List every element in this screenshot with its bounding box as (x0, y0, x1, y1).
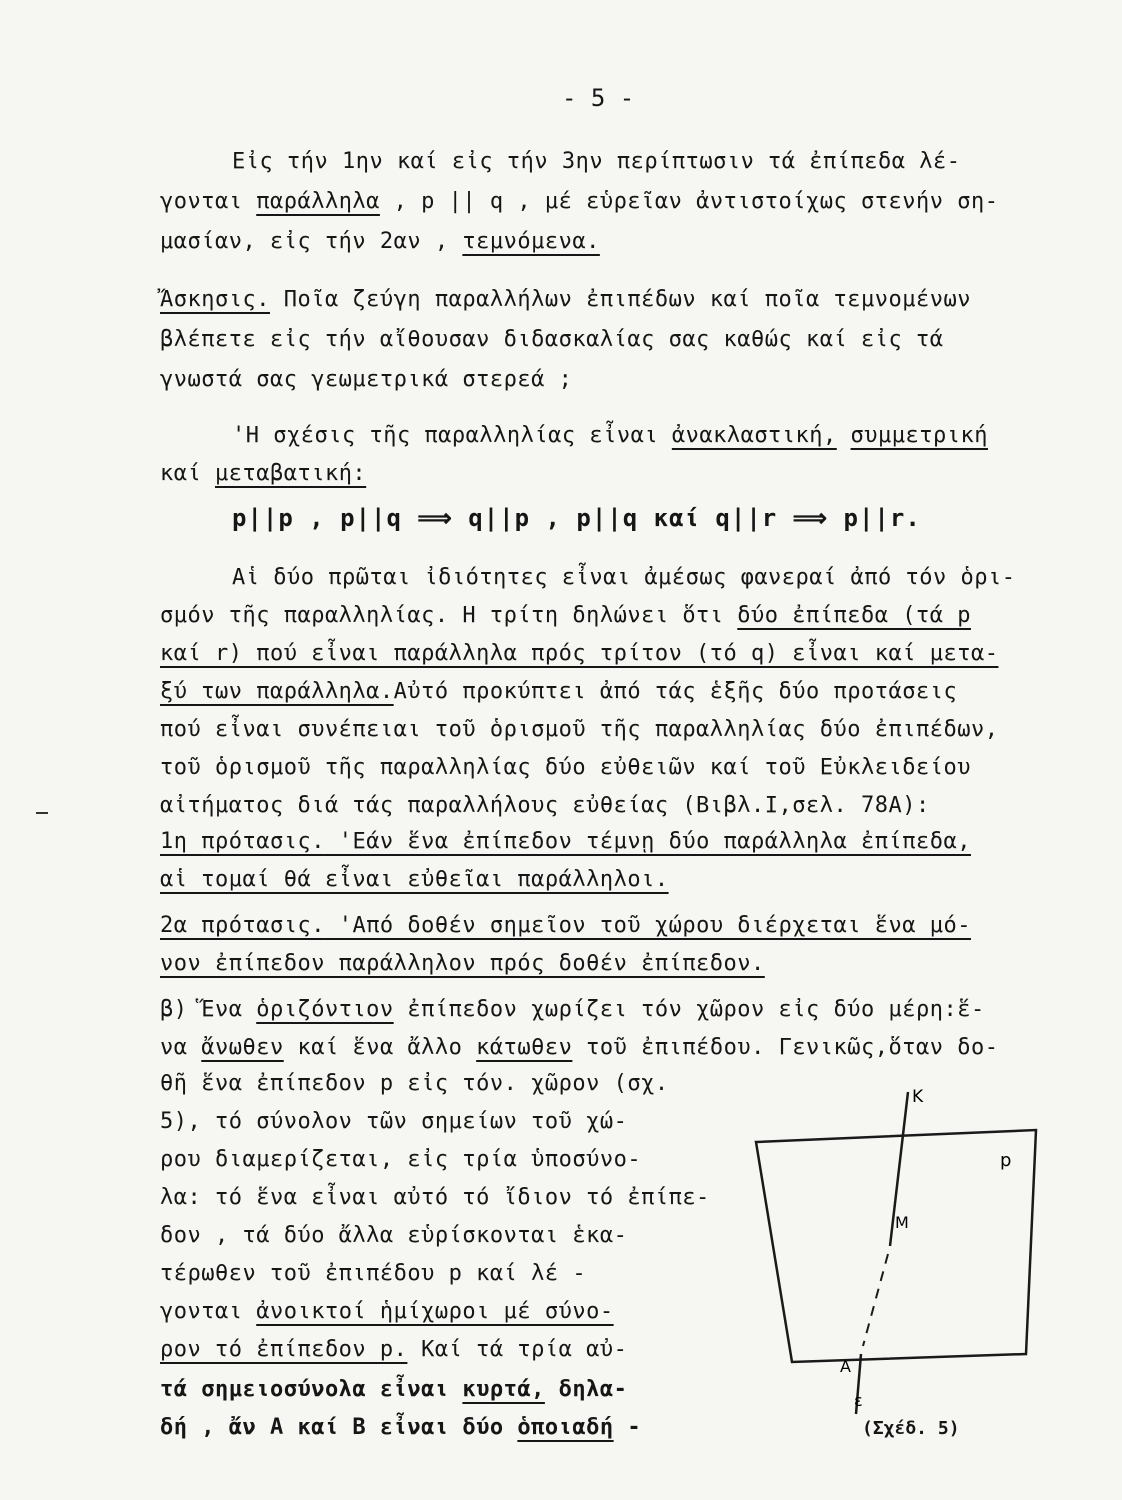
beta-text: να (160, 1035, 202, 1060)
beta-text: τά σημειοσύνολα εἶναι (160, 1377, 463, 1402)
beta-text: γονται (160, 1299, 257, 1324)
term-convex: κυρτά, (462, 1377, 545, 1402)
beta-line-10 (160, 1334, 627, 1366)
label-m: M (895, 1213, 909, 1232)
term-horizontal: ὁριζόντιον (256, 997, 394, 1022)
margin-mark (36, 812, 48, 814)
beta-text: καί ἕνα ἄλλο (283, 1035, 477, 1060)
exercise-line-3: γνωστά σας γεωμετρικά στερεά ; (160, 367, 573, 392)
beta-line-4: 5), τό σύνολον τῶν σημείων τοῦ χώ- (160, 1109, 628, 1134)
p3-text: Αὐτό προκύπτει ἀπό τάς ἑξῆς δύο προτάσεις (393, 679, 958, 704)
p2-line-1 (232, 420, 988, 452)
p3-line-3: καί r) πού εἶναι παράλληλα πρός τρίτον (τό q) εἶναι καί μετα- (160, 641, 999, 666)
p2-line-2 (160, 458, 366, 490)
term-reflexive: ἀνακλαστική, (671, 423, 837, 448)
label-k: K (912, 1087, 924, 1107)
line-epsilon-hidden (863, 1254, 888, 1346)
p2-text (837, 423, 851, 448)
term-above: ἄνωθεν (201, 1035, 284, 1060)
beta-line-2 (160, 1032, 999, 1064)
plane-p-outline (756, 1130, 1036, 1362)
p3-underlined: ξύ των παράλληλα. (160, 679, 394, 704)
p3-underlined: δύο ἐπίπεδα (τά p (737, 603, 971, 628)
term-parallel: παράλληλα (256, 189, 380, 214)
beta-text: Καί τά τρία αὐ- (407, 1337, 628, 1362)
figure-5-diagram (740, 1080, 1040, 1410)
term-symmetric: συμμετρική (850, 423, 988, 448)
prop1-line-1 (160, 826, 971, 858)
p1-line-2 (160, 186, 998, 218)
figure-caption: (Σχέδ. 5) (862, 1418, 960, 1439)
p2-text: 'Η σχέσις τῆς παραλληλίας εἶναι (232, 423, 672, 448)
term-boundary-plane: ρον τό ἐπίπεδον p. (160, 1337, 408, 1362)
parallel-formula: p||p , p||q ⟹ q||p , p||q καί q||r ⟹ p||r. (232, 504, 921, 532)
p3-line-4 (160, 676, 957, 708)
beta-text: β) Ἕνα (160, 997, 257, 1022)
beta-text: δηλα- (544, 1377, 628, 1402)
term-open-halfspaces: ἀνοικτοί ἡμίχωροι μέ σύνο- (256, 1299, 614, 1324)
prop1-label: 1η πρότασις. (160, 829, 325, 854)
term-below: κάτωθεν (476, 1035, 573, 1060)
beta-line-8: τέρωθεν τοῦ ἐπιπέδου p καί λέ - (160, 1261, 587, 1286)
beta-line-5: ρου διαμερίζεται, εἰς τρία ὑποσύνο- (160, 1147, 642, 1172)
prop1-line-2: αἱ τομαί θά εἶναι εὐθεῖαι παράλληλοι. (160, 867, 669, 892)
beta-line-12 (160, 1412, 641, 1444)
beta-line-7: δον , τά δύο ἄλλα εὑρίσκονται ἑκα- (160, 1223, 628, 1248)
beta-line-11 (160, 1374, 627, 1406)
term-arbitrary: ὁποιαδή (517, 1415, 614, 1440)
beta-text: δή , ἄν Α καί Β εἶναι δύο (160, 1415, 518, 1440)
p3-text: σμόν τῆς παραλληλίας. Η τρίτη δηλώνει ὅτι (160, 603, 738, 628)
label-p: p (1000, 1150, 1012, 1171)
label-a: A (840, 1357, 851, 1376)
p1-text: μασίαν, εἰς τήν 2αν , (160, 229, 463, 254)
p3-line-5: πού εἶναι συνέπειαι τοῦ ὁρισμοῦ τῆς παραλληλίας δύο ἐπιπέδων, (160, 717, 999, 742)
p1-text: γονται (160, 189, 257, 214)
beta-line-6: λα: τό ἕνα εἶναι αὐτό τό ἴδιον τό ἐπίπε- (160, 1185, 710, 1210)
beta-line-3: θῆ ἕνα ἐπίπεδον p εἰς τόν. χῶρον (σχ. (160, 1071, 669, 1096)
p1-text: , p || q , μέ εὑρεῖαν ἀντιστοίχως στενήν ση- (379, 189, 999, 214)
term-intersecting: τεμνόμενα. (462, 229, 600, 254)
prop2-line-2: νον ἐπίπεδον παράλληλον πρός δοθέν ἐπίπεδον. (160, 951, 765, 976)
p3-line-1: Αἱ δύο πρῶται ἰδιότητες εἶναι ἀμέσως φανεραί ἀπό τόν ὁρι- (232, 565, 1016, 590)
p3-line-6: τοῦ ὁρισμοῦ τῆς παραλληλίας δύο εὐθειῶν καί τοῦ Εὐκλειδείου (160, 755, 971, 780)
prop1-text: 'Εάν ἕνα ἐπίπεδον τέμνῃ δύο παράλληλα ἐπίπεδα, (324, 829, 971, 854)
exercise-text: Ποῖα ζεύγη παραλλήλων ἐπιπέδων καί ποῖα τεμνομένων (269, 287, 971, 312)
prop2-text: 'Από δοθέν σημεῖον τοῦ χώρου διέρχεται ἕνα μό- (324, 913, 971, 938)
prop2-line-1 (160, 910, 971, 942)
p2-text: καί (160, 461, 215, 486)
beta-text: ἐπίπεδον χωρίζει τόν χῶρον εἰς δύο μέρη:ἕ- (393, 997, 985, 1022)
p3-line-2 (160, 600, 971, 632)
beta-line-9 (160, 1296, 614, 1328)
exercise-label: Ἄσκησις. (160, 287, 270, 312)
beta-text: - (613, 1415, 642, 1440)
p1-line-1: Εἰς τήν 1ην καί εἰς τήν 3ην περίπτωσιν τά ἐπίπεδα λέ- (232, 149, 961, 174)
p1-line-3 (160, 226, 600, 258)
beta-text: τοῦ ἐπιπέδου. Γενικῶς,ὅταν δο- (572, 1035, 999, 1060)
exercise-line-1 (160, 284, 971, 316)
label-epsilon: ε (854, 1391, 863, 1410)
page-number: - 5 - (562, 84, 635, 112)
prop2-label: 2α πρότασις. (160, 913, 325, 938)
exercise-line-2: βλέπετε εἰς τήν αἴθουσαν διδασκαλίας σας καθώς καί εἰς τά (160, 327, 944, 352)
beta-line-1 (160, 994, 985, 1026)
term-transitive: μεταβατική: (214, 461, 367, 486)
p3-line-7: αἰτήματος διά τάς παραλλήλους εὐθείας (Βιβλ.Ι,σελ. 78Α): (160, 793, 930, 818)
